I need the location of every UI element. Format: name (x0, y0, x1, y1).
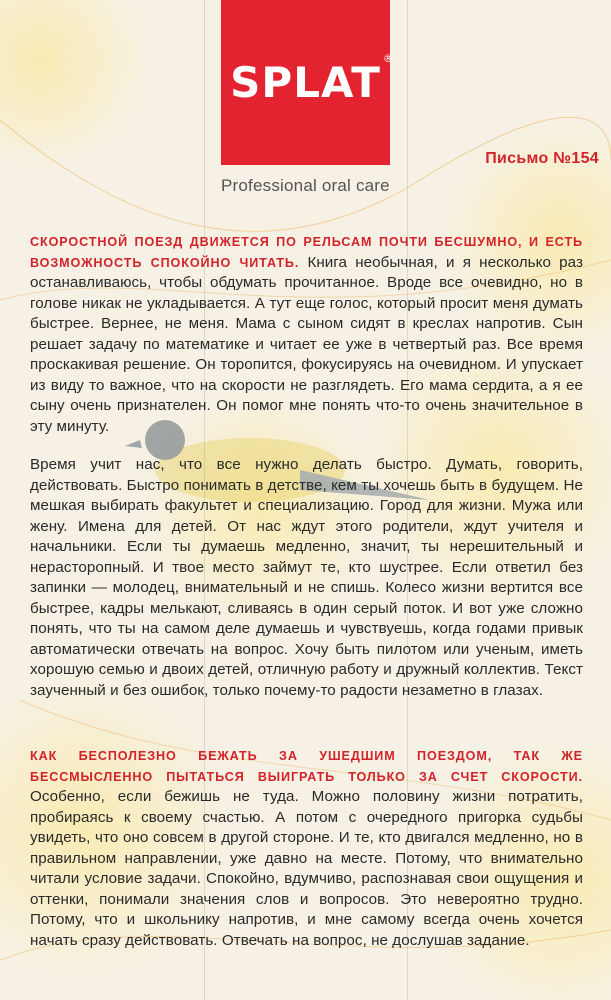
paragraph-lead: КАК БЕСПОЛЕЗНО БЕЖАТЬ ЗА УШЕДШИМ ПОЕЗДОМ, ТАК ЖЕ БЕССМЫСЛЕННО ПЫТАТЬСЯ ВЫИГРАТЬ ТОЛЬКО ЗА СЧЕТ СКОРОСТИ. (30, 749, 583, 784)
paragraph-3 (30, 746, 583, 951)
paragraph-1 (30, 232, 583, 437)
paragraph-body: Книга необычная, и я несколько раз останавливаюсь, чтобы обдумать прочитанное. Вроде все очевидно, но в голове никак не укладывается. А тут еще голос, который просит меня думать быстрее. Вернее, не меня. Мама с сыном сидят в креслах напротив. Сын решает задачу по математике и читает ее уже в четвертый раз. Все время проскакивая решение. Он торопится, фокусируясь на очевидном. И упускает из виду то важное, что на скорости не разглядеть. Его мама сердита, а я ее сыну очень признателен. Он помог мне понять что-то очень значительное в эту минуту. (30, 253, 583, 435)
brand-logo (221, 0, 395, 165)
paragraph-2 (30, 455, 583, 701)
logo-text: SPLAT (230, 58, 381, 107)
brand-tagline: Professional oral care (221, 176, 390, 195)
registered-mark: ® (382, 52, 395, 65)
paragraph-body: Особенно, если бежишь не туда. Можно половину жизни потратить, пробираясь к своему счастью. А потом с очередного пригорка судьбы увидеть, что оно совсем в другой стороне. И те, кто двигался медленно, но в правильном направлении, уже давно на месте. Потому, что внимательно читали условие задачи. Спокойно, вдумчиво, распознавая свои ощущения и оттенки, понимали значения слов и вопросов. Это невероятно трудно. Потому, что и школьнику напротив, и мне самому всегда очень хочется начать сразу действовать. Отвечать на вопрос, не дослушав задание. (30, 788, 583, 949)
letter-number: Письмо №154 (485, 150, 599, 167)
paragraph-body: Время учит нас, что все нужно делать быстро. Думать, говорить, действовать. Быстро понимать в детстве, кем ты хочешь быть в будущем. Не мешкая выбирать факультет и специализацию. Город для жизни. Мужа или жену. Имена для детей. От нас ждут этого родители, ждут учителя и начальники. Если ты думаешь медленно, значит, ты нерешительный и нерасторопный. И твое место займут те, кто шустрее. Если ответил без запинки — молодец, внимательный и не спишь. Колесо жизни вертится все быстрее, кадры мелькают, сливаясь в один серый поток. И вот уже сложно понять, что ты на самом деле думаешь и чувствуешь, когда годами привык автоматически отвечать на вопрос. Хочу быть пилотом или ученым, иметь хорошую семью и двоих детей, отличную работу и дружный коллектив. Текст заученный и без ошибок, только почему-то радости незаметно в глазах. (30, 456, 583, 699)
paragraph-lead: СКОРОСТНОЙ ПОЕЗД ДВИЖЕТСЯ ПО РЕЛЬСАМ ПОЧТИ БЕСШУМНО, И ЕСТЬ ВОЗМОЖНОСТЬ СПОКОЙНО ЧИТАТЬ. (30, 235, 583, 270)
